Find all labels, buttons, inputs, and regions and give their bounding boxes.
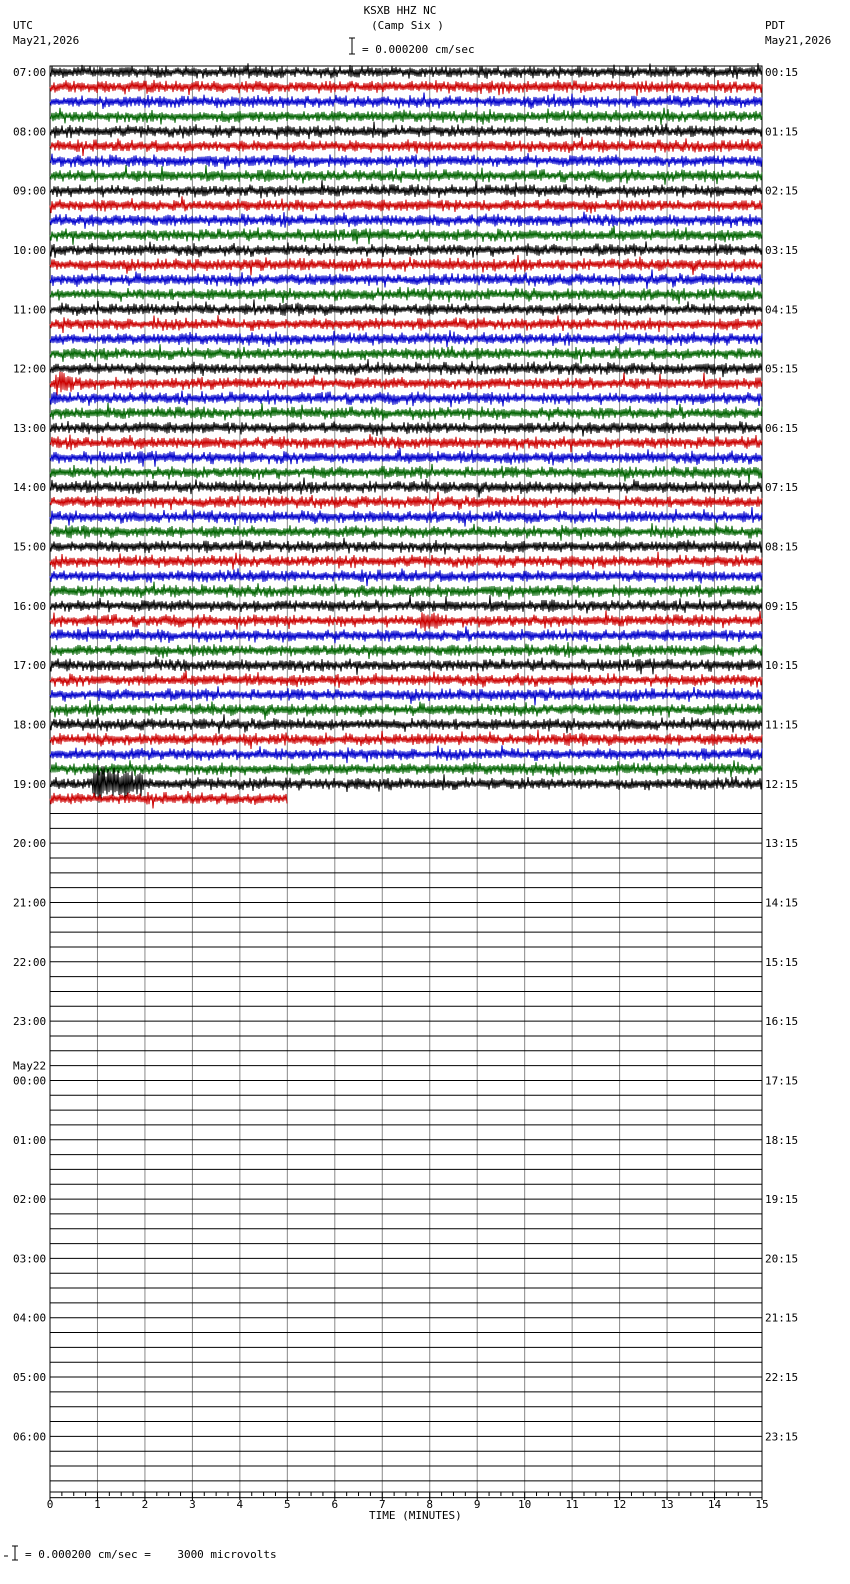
trace-row-28 <box>50 478 762 498</box>
trace-row-44 <box>50 714 762 733</box>
trace-row-23 <box>50 403 762 421</box>
left-hour-label: 03:00 <box>13 1252 47 1266</box>
right-hour-label: 11:15 <box>765 718 799 732</box>
trace-row-18 <box>50 330 762 347</box>
x-tick-label: 13 <box>660 1498 674 1511</box>
x-tick-label: 2 <box>141 1498 149 1511</box>
left-hour-label: 23:00 <box>13 1015 47 1029</box>
trace-row-1 <box>50 80 762 96</box>
trace-row-24 <box>50 421 762 436</box>
calibration-label: = 0.000200 cm/sec = 3000 microvolts <box>25 1548 277 1561</box>
x-tick-label: 1 <box>94 1498 101 1511</box>
x-tick-label: 15 <box>755 1498 769 1511</box>
right-hour-label: 20:15 <box>765 1252 799 1266</box>
trace-row-31 <box>50 523 762 541</box>
trace-row-13 <box>50 255 762 275</box>
trace-row-25 <box>50 434 762 452</box>
trace-row-35 <box>50 582 762 600</box>
left-hour-label: 02:00 <box>13 1193 47 1207</box>
left-hour-label: 13:00 <box>13 421 47 435</box>
right-hour-label: 12:15 <box>765 777 799 791</box>
x-tick-label: 0 <box>46 1498 54 1511</box>
trace-row-40 <box>50 657 762 675</box>
left-hour-label: 07:00 <box>13 66 47 79</box>
trace-row-36 <box>50 595 762 613</box>
trace-row-7 <box>50 165 762 185</box>
trace-row-27 <box>50 464 762 483</box>
right-hour-label: 17:15 <box>765 1074 799 1088</box>
left-hour-label: 04:00 <box>13 1311 47 1325</box>
left-hour-label: 15:00 <box>13 540 47 554</box>
trace-row-47 <box>50 760 762 777</box>
trace-row-42 <box>50 686 762 705</box>
trace-row-6 <box>50 153 762 169</box>
trace-row-19 <box>50 344 762 363</box>
x-tick-label: 11 <box>565 1498 579 1511</box>
trace-row-38 <box>50 626 762 643</box>
right-timezone: PDT <box>765 19 785 32</box>
trace-row-3 <box>50 108 762 125</box>
right-date: May21,2026 <box>765 34 832 47</box>
right-hour-label: 01:15 <box>765 125 799 139</box>
right-hour-label: 23:15 <box>765 1430 799 1444</box>
trace-row-45 <box>50 730 762 750</box>
left-hour-label: 18:00 <box>13 718 47 732</box>
right-hour-label: 22:15 <box>765 1371 799 1385</box>
trace-row-5 <box>50 137 762 156</box>
trace-row-9 <box>50 196 762 213</box>
trace-row-12 <box>50 241 762 257</box>
trace-row-2 <box>50 93 762 109</box>
right-hour-label: 05:15 <box>765 362 799 376</box>
right-hour-label: 15:15 <box>765 955 799 969</box>
scale-bar-label: = 0.000200 cm/sec <box>362 43 475 56</box>
trace-row-22 <box>50 390 762 407</box>
trace-row-39 <box>50 642 762 659</box>
trace-row-17 <box>50 315 762 333</box>
right-hour-label: 00:15 <box>765 66 799 79</box>
left-hour-label: 20:00 <box>13 837 47 851</box>
left-date-label: May22 <box>13 1059 47 1073</box>
trace-row-8 <box>50 180 762 198</box>
left-hour-label: 10:00 <box>13 243 47 257</box>
trace-row-15 <box>50 287 762 304</box>
left-hour-label: 19:00 <box>13 777 47 791</box>
trace-row-33 <box>50 552 762 570</box>
trace-row-11 <box>50 226 762 245</box>
trace-row-49 <box>50 791 287 808</box>
left-date: May21,2026 <box>13 34 80 47</box>
x-tick-label: 3 <box>189 1498 196 1511</box>
right-hour-label: 21:15 <box>765 1311 799 1325</box>
x-tick-label: 5 <box>284 1498 291 1511</box>
right-hour-label: 04:15 <box>765 303 799 317</box>
trace-row-37 <box>50 610 762 631</box>
right-hour-label: 07:15 <box>765 481 799 495</box>
trace-row-14 <box>50 269 762 288</box>
right-hour-label: 16:15 <box>765 1015 799 1029</box>
right-hour-label: 03:15 <box>765 243 799 257</box>
left-hour-label: 17:00 <box>13 659 47 673</box>
x-tick-label: 8 <box>426 1498 434 1511</box>
right-hour-label: 19:15 <box>765 1193 799 1207</box>
left-hour-label: 12:00 <box>13 362 47 376</box>
right-hour-label: 13:15 <box>765 837 799 851</box>
right-hour-label: 18:15 <box>765 1133 799 1147</box>
trace-row-16 <box>50 299 762 316</box>
left-hour-label: 16:00 <box>13 599 47 613</box>
right-hour-label: 09:15 <box>765 599 799 613</box>
right-hour-label: 08:15 <box>765 540 799 554</box>
trace-row-20 <box>50 359 762 377</box>
left-timezone: UTC <box>13 19 33 32</box>
left-hour-label: 08:00 <box>13 125 47 139</box>
left-hour-label: 06:00 <box>13 1430 47 1444</box>
x-tick-label: 12 <box>612 1498 627 1511</box>
left-hour-label: 11:00 <box>13 303 47 317</box>
x-tick-label: 14 <box>707 1498 722 1511</box>
station-location: (Camp Six ) <box>371 19 444 32</box>
trace-row-30 <box>50 507 762 526</box>
trace-row-34 <box>50 568 762 586</box>
trace-row-46 <box>50 745 762 763</box>
left-hour-label: 05:00 <box>13 1371 47 1385</box>
right-hour-label: 14:15 <box>765 896 799 910</box>
x-tick-label: 9 <box>473 1498 481 1511</box>
station-title: KSXB HHZ NC <box>363 4 437 17</box>
trace-row-41 <box>50 671 762 688</box>
right-hour-label: 10:15 <box>765 659 799 673</box>
x-tick-label: 4 <box>236 1498 244 1511</box>
right-hour-label: 06:15 <box>765 421 799 435</box>
trace-row-43 <box>50 700 762 720</box>
x-tick-label: 10 <box>518 1498 532 1511</box>
x-tick-label: 7 <box>378 1498 386 1511</box>
left-hour-label: 01:00 <box>13 1133 47 1147</box>
trace-row-32 <box>50 538 762 555</box>
trace-row-26 <box>50 448 762 467</box>
trace-row-10 <box>50 212 762 229</box>
left-hour-label: 22:00 <box>13 955 47 969</box>
x-axis-title: TIME (MINUTES) <box>369 1509 462 1522</box>
x-tick-label: 6 <box>331 1498 339 1511</box>
right-hour-label: 02:15 <box>765 184 799 198</box>
calibration-bar-icon <box>4 1546 18 1560</box>
scale-bar-icon <box>349 38 355 54</box>
left-hour-label: 14:00 <box>13 481 47 495</box>
trace-row-4 <box>50 122 762 140</box>
left-hour-label: 21:00 <box>13 896 47 910</box>
left-hour-label: 00:00 <box>13 1074 47 1088</box>
trace-row-29 <box>50 492 762 511</box>
left-hour-label: 09:00 <box>13 184 47 198</box>
